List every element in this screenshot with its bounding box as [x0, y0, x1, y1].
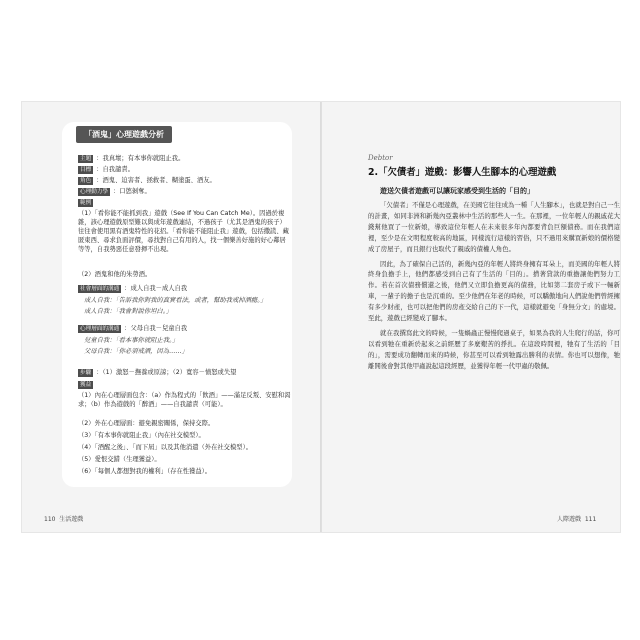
paragraph: 「欠債者」不僅是心理遊戲，在美國它往往成為一種「人生腳本」，也就是對自己一生的計畫，如同非洲和新幾內亞叢林中生活的那些人一生。在那裡，一位年輕人的親戚花大錢幫他買了一位新娘，導致這位年輕人在未來很多年內都要背負巨額債務。而在我們這裡，至少是在文明程度較高的地區，同樣流行這樣的習俗，只不過用來購買新娘的價格變成了房屋子，而且銀行也取代了親戚的債權人角色。 [368, 201, 620, 253]
psych-dialog-2: 父母自我：「你必須戒酒，因為……」 [84, 348, 188, 355]
left-folio: 110 生活遊戲 [44, 516, 84, 523]
benefit-1: （1）內在心理層面包含：（a）作為程式的「飲酒」——滿足反叛、安慰和渴求；（b）作為遊戲的「醉酒」——自我譴責（可能）。 [78, 392, 291, 408]
paragraph: 因此，為了確保自己活的，新幾內亞的年輕人將終身擁有耳朵上，而美國的年輕人將終身負擔手上，他們都感受到自己有了生活的「目的」。揹著貸款的重擔讓他們努力工作。若在首次債務償還之後，他們又立即負擔更高的債務，比如第二套房子或下一輛新車，一輩子的擔子也是沉重的。至少他們在年老的時候，可以驕傲地向人們說他們曾經擁有多少財產，也可以把他們的房產交給自己的下一代，這樣就避免「身無分文」的處境。至此，遊戲已經變成了腳本。 [368, 259, 620, 323]
body-text [368, 200, 620, 376]
benefit-6: （6）「每個人都想對我的權利」（存在性獲益）。 [78, 468, 212, 475]
game-analysis-box [62, 122, 292, 487]
psych-dialog-1: 兒童自我：「看本事你就阻止我。」 [84, 337, 179, 344]
benefit-5: （5）愛恨交錯（生理獲益）。 [78, 456, 161, 463]
section-tag-debtor: Debtor [368, 154, 393, 162]
benefits-label: 獲益 [80, 382, 92, 388]
paragraph: 就在我撰寫此文的時候，一隻蝸蟲正慢慢爬過桌子，如果為我的人生爬行的話，你可以看到牠在重新於起來之前經歷了多麼艱苦的掙扎。在這段時間裡，牠有了生活的「目的」，需要成功翻轉而來的時候，你甚至可以看到牠露出勝利的表情。你也可以想像，牠離開後會對其他甲蟲說起這段經歷，並獲得年輕一代甲蟲的敬佩。 [368, 328, 620, 370]
steps: 步驟 ：（1）激怒－撫養或原諒；（2）寬容－憤怒或失望 [80, 369, 237, 376]
row-dynamics: 心理動力學 ：口慾剝奪。 [80, 188, 151, 195]
book-gutter [320, 102, 322, 532]
box-title: 「酒鬼」心理遊戲分析 [76, 126, 172, 143]
right-folio: 人際遊戲 111 [557, 516, 597, 523]
book-spread [22, 102, 620, 532]
section-heading: 2.「欠債者」遊戲：影響人生腳本的心理遊戲 [368, 167, 557, 178]
benefit-3: （3）「有本事你就阻止我」（內在社交模型）。 [78, 432, 205, 439]
social-dialog-1: 成人自我：「告訴我你對我的真實看法，或者，幫助我戒掉酒瘾。」 [84, 297, 267, 304]
row-roles: 角色 ：酒鬼、迫害者、拯救者、糊塗蛋、酒友。 [80, 177, 216, 184]
social-dialog-2: 成人自我：「我會對說你坦白。」 [84, 308, 173, 315]
benefit-2: （2）外在心理層面：避免親密關係，保持交際。 [78, 420, 215, 427]
section-subheading: 遊送欠債者遊戲可以讓玩家感受到生活的「目的」 [380, 186, 534, 195]
social-level: 社會層面的溝通 ：成人自我－成人自我 [80, 285, 188, 292]
psych-level: 心理層面的溝通 ：父母自我－兒童自我 [80, 325, 188, 332]
row-theme: 主題 ：我真壞；有本事你就阻止我。 [80, 155, 185, 162]
row-examples: 範例 [80, 200, 92, 206]
example-1: （1）「看你能不能抓到我」遊戲（See If You Can Catch Me）。因過於複雜，該心理遊戲原型難以與成年遊戲連結，不過孩子（尤其是酒鬼的孩子）往往會使用黑有酒鬼特性的花招。「看你能不能阻止我」遊戲，包括撒謊、藏匿東西、尋求負面評價，尋找對自己有用的人，找一個樂善好施的好心鄰居等等，自我勢惡任意發揮不出現。 [78, 210, 289, 253]
row-goal: 目標 ：自我譴責。 [80, 166, 134, 173]
example-2: （2）酒鬼和他的朱勞酒。 [78, 271, 152, 278]
benefit-4: （4）「酒醒之後」、「而下屆」以及其他消遣（外在社交模型）。 [78, 444, 253, 451]
